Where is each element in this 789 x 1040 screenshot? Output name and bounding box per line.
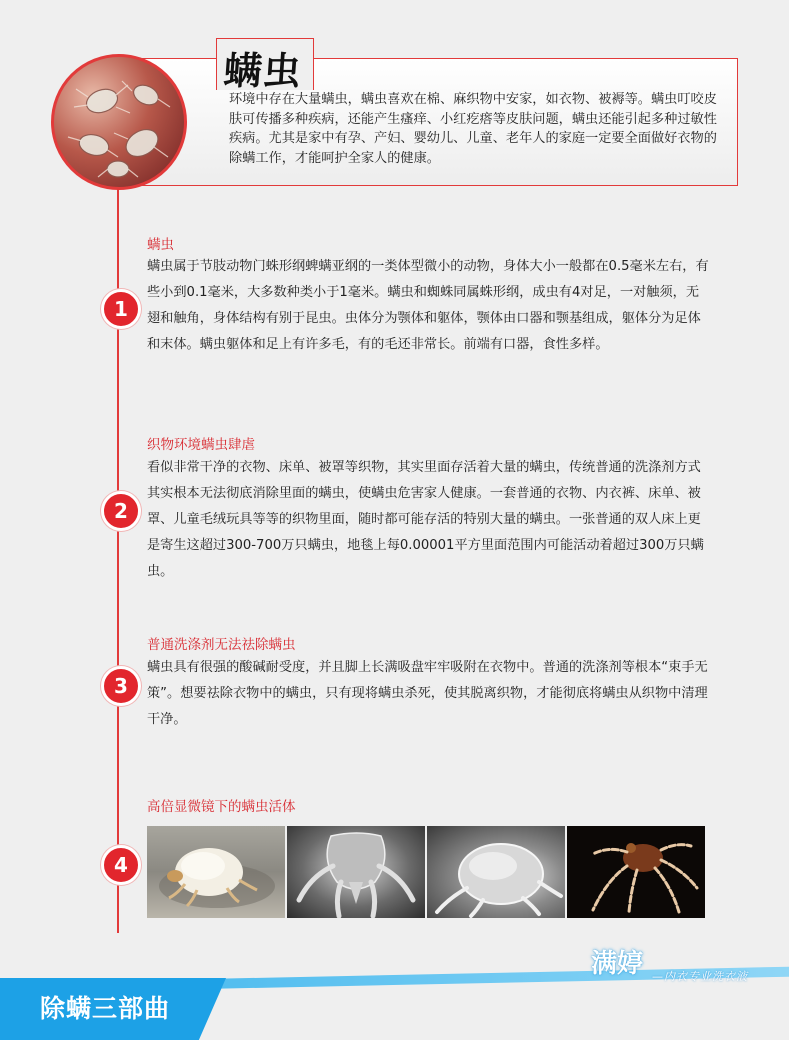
intro-text: 环境中存在大量螨虫，螨虫喜欢在棉、麻织物中安家，如衣物、被褥等。螨虫叮咬皮肤可传播多种疾病，还能产生瘙痒、小红疙瘩等皮肤问题，螨虫还能引起多种过敏性疾病。尤其是家中有孕、产妇、婴幼儿、儿童、老年人的家庭一定要全面做好衣物的除螨工作，才能呵护全家人的健康。	[229, 92, 717, 166]
microscope-photos	[147, 826, 705, 918]
section-number-3: 3	[101, 666, 141, 706]
brand-slogan: —内衣专业洗衣液	[652, 970, 748, 983]
section-heading-2: 织物环境螨虫肆虐	[147, 437, 255, 453]
mite-photo-3	[427, 826, 565, 918]
mite-photo-4-icon	[567, 826, 705, 918]
mite-photo-1-icon	[147, 826, 285, 918]
mite-photo-4	[567, 826, 705, 918]
section-body-3: 螨虫具有很强的酸碱耐受度，并且脚上长满吸盘牢牢吸附在衣物中。普通的洗涤剂等根本“束手无策”。想要祛除衣物中的螨虫，只有现将螨虫杀死，使其脱离织物，才能彻底将螨虫从织物中清理干净。	[147, 660, 708, 727]
page-title: 螨虫	[222, 48, 304, 93]
brand-logo: 满婷	[591, 949, 644, 979]
section-heading-3: 普通洗涤剂无法祛除螨虫	[147, 637, 296, 653]
section-body-2: 看似非常干净的衣物、床单、被罩等织物，其实里面存活着大量的螨虫，传统普通的洗涤剂方式其实根本无法彻底消除里面的螨虫，使螨虫危害家人健康。一套普通的衣物、内衣裤、床单、被罩、儿童毛绒玩具等等的织物里面，随时都可能存活的特别大量的螨虫。一张普通的双人床上更是寄生这超过300-700万只螨虫，地毯上每0.00001平方里面范围内可能活动着超过300万只螨虫。	[147, 460, 704, 579]
mite-photo-1	[147, 826, 285, 918]
section-body-1: 螨虫属于节肢动物门蛛形纲蜱螨亚纲的一类体型微小的动物，身体大小一般都在0.5毫米左右，有些小到0.1毫米，大多数种类小于1毫米。螨虫和蜘蛛同属蛛形纲，成虫有4对足，一对触须，无翅和触角，身体结构有别于昆虫。虫体分为颚体和躯体，颚体由口器和颚基组成，躯体分为足体和末体。螨虫躯体和足上有许多毛，有的毛还非常长。前端有口器，食性多样。	[147, 259, 709, 352]
footer-title: 除螨三部曲	[40, 994, 171, 1023]
section-number-4: 4	[101, 845, 141, 885]
section-number-2: 2	[101, 491, 141, 531]
section-heading-1: 螨虫	[147, 237, 174, 253]
section-heading-4: 高倍显微镜下的螨虫活体	[147, 799, 296, 815]
mites-illustration-icon	[54, 57, 187, 190]
mite-circle-image	[51, 54, 187, 190]
mite-photo-2	[287, 826, 425, 918]
mite-photo-2-icon	[287, 826, 425, 918]
mite-photo-3-icon	[427, 826, 565, 918]
section-number-1: 1	[101, 289, 141, 329]
